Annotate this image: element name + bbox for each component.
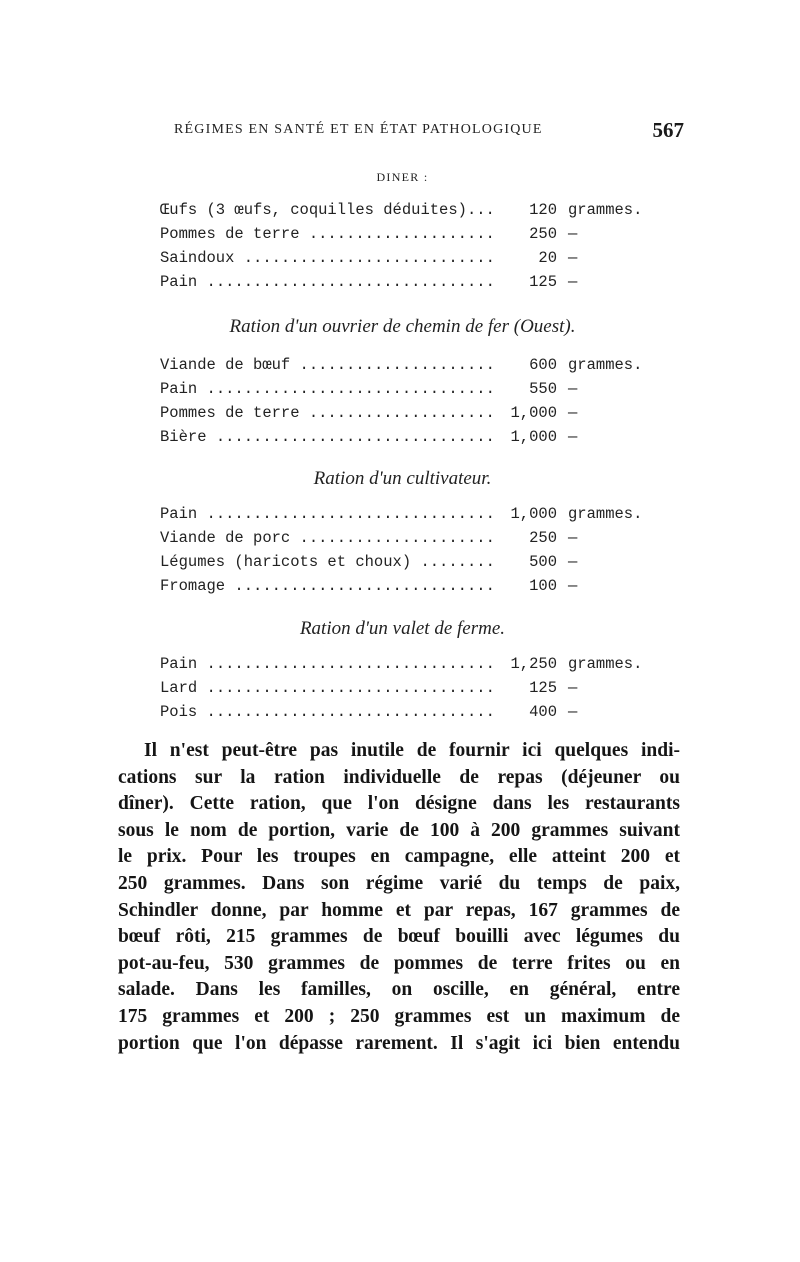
quantity: 1,000 [495,505,557,523]
food-item: Pain ..... [160,380,495,398]
unit: — [568,249,578,267]
table-row [160,428,660,452]
food-item: Pommes de terre ..... [160,404,495,422]
table-row [160,577,660,601]
food-item: Saindoux ..... [160,249,495,267]
food-item: Bière ..... [160,428,495,446]
section-heading-valet: Ration d'un valet de ferme. [299,618,506,639]
food-item: Pain ..... [160,655,495,673]
paragraph-line: cations sur la ration individuelle de repas (déjeuner ou [118,766,680,788]
paragraph-line: sous le nom de portion, varie de 100 à 200 grammes suivant [118,819,680,841]
unit: grammes. [568,201,643,219]
unit: — [568,225,578,243]
food-item: Lard ..... [160,679,495,697]
section-heading-diner: DINER : [376,170,429,184]
unit: — [568,428,578,446]
unit: — [568,577,578,595]
quantity: 550 [495,380,557,398]
unit: — [568,404,578,422]
table-row [160,201,660,225]
ration-table-cultivateur [160,505,660,601]
table-row [160,249,660,273]
quantity: 250 [495,225,557,243]
paragraph-line: portion que l'on dépasse rarement. Il s'agit ici bien entendu [118,1032,680,1054]
ration-table-valet [160,655,660,727]
food-item: Fromage ..... [160,577,495,595]
running-head [174,118,684,148]
food-item: Pain ..... [160,273,495,291]
food-item: Pain ..... [160,505,495,523]
running-title: RÉGIMES EN SANTÉ ET EN ÉTAT PATHOLOGIQUE [174,122,543,137]
food-item: Légumes (haricots et choux) ..... [160,553,495,571]
food-item: Pois ..... [160,703,495,721]
quantity: 125 [495,679,557,697]
quantity: 250 [495,529,557,547]
table-row [160,225,660,249]
quantity: 1,000 [495,428,557,446]
unit: grammes. [568,505,643,523]
unit: — [568,529,578,547]
section-heading-ouvrier: Ration d'un ouvrier de chemin de fer (Ouest). [229,316,576,337]
paragraph-line: pot-au-feu, 530 grammes de pommes de terre frites ou en [118,952,680,974]
paragraph-line: 250 grammes. Dans son régime varié du temps de paix, [118,872,680,894]
paragraph-line: salade. Dans les familles, on oscille, en général, entre [118,979,680,1001]
quantity: 100 [495,577,557,595]
unit: — [568,380,578,398]
quantity: 500 [495,553,557,571]
paragraph-line: le prix. Pour les troupes en campagne, elle atteint 200 et [118,846,680,868]
unit: — [568,703,578,721]
section-heading-cultivateur: Ration d'un cultivateur. [313,468,492,489]
unit: grammes. [568,655,643,673]
quantity: 600 [495,356,557,374]
paragraph-line: bœuf rôti, 215 grammes de bœuf bouilli avec légumes du [118,926,680,948]
table-row [160,273,660,297]
unit: — [568,679,578,697]
quantity: 20 [495,249,557,267]
paragraph-line: 175 grammes et 200 ; 250 grammes est un maximum de [118,1005,680,1027]
table-row [160,380,660,404]
food-item: Viande de bœuf ..... [160,356,495,374]
paragraph-line: Schindler donne, par homme et par repas, 167 grammes de [118,899,680,921]
unit: — [568,553,578,571]
ration-table-diner [160,201,660,297]
table-row [160,505,660,529]
body-paragraph [118,738,680,1057]
table-row [160,553,660,577]
ration-table-ouvrier [160,356,660,452]
page-number: 567 [652,118,684,142]
table-row [160,356,660,380]
food-item: Viande de porc ..... [160,529,495,547]
quantity: 125 [495,273,557,291]
unit: grammes. [568,356,643,374]
food-item: Pommes de terre ..... [160,225,495,243]
table-row [160,529,660,553]
table-row [160,655,660,679]
quantity: 120 [495,201,557,219]
paragraph-line: dîner). Cette ration, que l'on désigne dans les restaurants [118,793,680,815]
unit: — [568,273,578,291]
quantity: 1,000 [495,404,557,422]
table-row [160,703,660,727]
table-row [160,404,660,428]
quantity: 400 [495,703,557,721]
paragraph-line: Il n'est peut-être pas inutile de fournir ici quelques indi- [144,740,680,761]
table-row [160,679,660,703]
quantity: 1,250 [495,655,557,673]
food-item: Œufs (3 œufs, coquilles déduites)... ..... [160,201,495,219]
